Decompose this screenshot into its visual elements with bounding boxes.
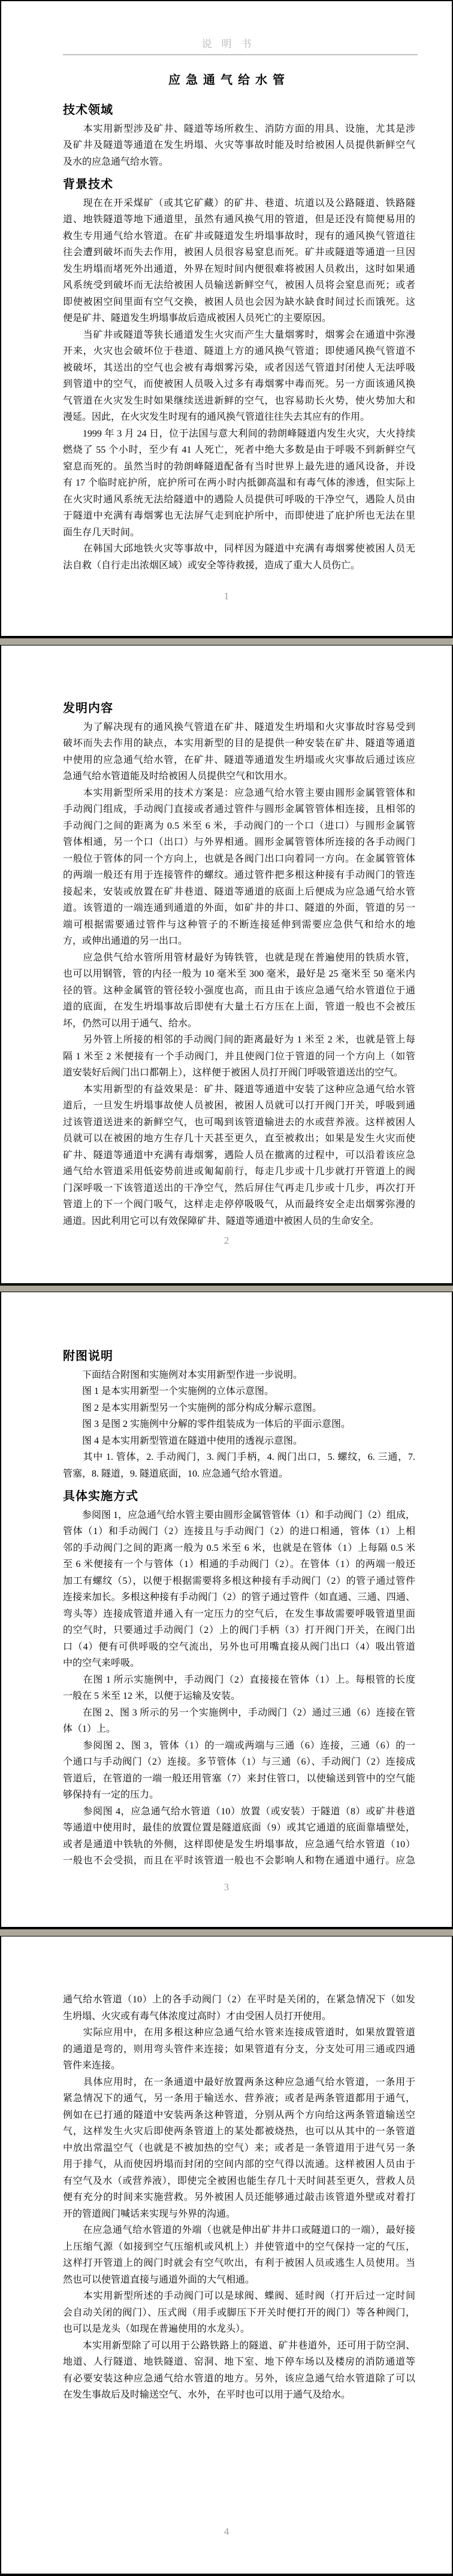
text-line: 漫延。因此，在火灾发生时现有的通风换气管道往往失去其应有的作用。 [63, 412, 370, 422]
text-line: 本实用新型的有益效果是：矿井、隧道等通道中安装了这种应急通气给水管 [63, 1084, 415, 1095]
text-line: 也可以用钢管，管的内径一般为 10 毫米至 300 毫米，最好是 25 毫米至 50 毫米内 [63, 969, 415, 979]
text-line: 中的空气来呼吸。 [63, 1658, 140, 1668]
text-line: 即使被困空间里面有空气交换，被困人员也会因为缺水缺食时间过长而饿死。这 [63, 296, 415, 307]
text-line: 过该管道送进来的新鲜空气，也可喝到该管道输进去的水或营养液。这样被困人 [63, 1117, 415, 1128]
text-line: 一般在 5 米至 12 米，以便于运输及安装。 [63, 1691, 241, 1701]
page-4-content [1, 1936, 452, 2404]
text-line: 然也可以使管道直接与通道外面的大气相通。 [63, 2274, 255, 2285]
text-line: 在火灾时通风系统无法给隧道中的遇险人员提供可呼吸的干净空气，遇险人员由 [63, 494, 415, 505]
text-line: 及矿井及隧道等通道在发生坍塌、火灾等事故时能及时给被困人员提供新鲜空气 [63, 140, 415, 150]
text-line: 等通道中使用时，最佳的放置位置是隧道底面（9）或其它通道的底面靠墙壁处， [63, 1823, 415, 1833]
page-1 [0, 0, 453, 638]
text-line: 这样打开管道上的阀门时就会有空气吹出，有利于被困人员或逃生人员使用。当 [63, 2258, 415, 2268]
page-2 [0, 645, 453, 1286]
text-line: 道、地铁隧道等地下通道里，虽然有通风换气用的管道，但是还没有简便易用的 [63, 214, 415, 225]
text-line: 矿井、隧道等通道中充满有毒烟雾，遇险人员在撤离的过程中，可以沿着该应急 [63, 1150, 415, 1160]
text-line: 至 6 米便接有一个与管体（1）相通的手动阀门（2）。在管体（1）的两端一般还 [63, 1559, 415, 1569]
text-line: 也可以是龙头（如现在普遍使用的水龙头）。 [63, 2324, 250, 2334]
text-line: 体（1）上。 [63, 1724, 116, 1734]
text-line: 连接来加长。多根这种接有手动阀门（2）的管子通过管件（如直通、三通、四通、 [63, 1592, 415, 1602]
text-line: 参阅图 4，应急通气给水管道（10）放置（或安装）于隧道（8）或矿井巷道 [63, 1806, 415, 1817]
text-line: 有必要安装这种应急通气给水管道的地方。另外，该应急通气给水管道除了可以 [63, 2373, 415, 2384]
text-line: 道的底面，在发生坍塌事故后即使有大量土石方压在上面，管道一般也不会被压 [63, 1002, 415, 1012]
text-line: 于隧道中充满有毒烟雾也无法屏气走到庇护所中，而即使进了庇护所也无法在里 [63, 511, 415, 521]
text-line: 发生坍塌而堵死外出通道，外界在短时间内便很难将被困人员救出，这时如果通 [63, 263, 415, 274]
text-line: 的通道是弯的，则用弯头管件来连接；如果管道有分支，分支处可用三通或四通 [63, 2044, 415, 2054]
text-line: 当矿井或隧道等狭长通道发生火灾而产生大量烟雾时，烟雾会在通道中弥漫 [63, 329, 415, 340]
text-line: 管体相通，另一个口（出口）与外界相通。圆形金属管管体所连接的各手动阀门 [63, 837, 415, 847]
text-line: 燃烧了 55 个小时，至少有 41 人死亡，死者中绝大多数是由于呼吸不到新鲜空气 [63, 445, 415, 455]
text-line: 个通口与手动阀门（2）连接。多节管体（1）与三通（6）、手动阀门（2）连接成 [63, 1757, 415, 1767]
section-heading: 背景技术 [63, 178, 113, 191]
page-number: 2 [224, 1235, 229, 1246]
text-line: 另外管上所接的相邻的手动阀门间的距离最好为 1 米至 2 米，也就是管上每 [63, 1035, 415, 1045]
text-line: 紧急情况下的通气，另一条用于输送水、营养液；或者是两条管道都用于通气， [63, 2093, 415, 2104]
text-line: 图 2 是本实用新型另一个实施例的部分构成分解示意图。 [63, 1402, 322, 1413]
text-line: 道安装好后阀门出口都朝上），这样便于被困人员打开阀门呼吸管道送出的空气。 [63, 1068, 404, 1078]
text-line: 破坏而失去作用的缺点，本实用新型的目的是提供一种安装在矿井、隧道等通道 [63, 738, 415, 748]
text-line: 本实用新型所采用的技术方案是：应急通气给水管主要由圆形金属管管体和 [63, 787, 415, 798]
text-line: 在韩国大邱地铁火灾等事故中，同样因为隧道中充满有毒烟雾使被困人员无 [63, 544, 415, 554]
text-line: 救生专用通气给水管道。在矿井或隧道发生坍塌事故时，现有的通风换气管道往 [63, 231, 415, 241]
text-line: 下面结合附图和实施例对本实用新型作进一步说明。 [63, 1369, 303, 1380]
text-line: 风系统受到破坏而无法给被困人员输送新鲜空气，被困人员将会窒息而死；或者 [63, 280, 415, 290]
page-4 [0, 1936, 453, 2576]
page-2-content [1, 645, 452, 1229]
text-line: 的空气时，只要通过手动阀门（2）上的阀门手柄（3）打开阀门开关，在阀门出 [63, 1625, 415, 1635]
text-line: 现在在开采煤矿（或其它矿藏）的矿井、巷道、坑道以及公路隧道、铁路隧 [63, 198, 415, 208]
text-line: 便有充分的时间来实施营救。另外被困人员还能够通过敲击该管道外壁或对着打 [63, 2192, 415, 2202]
section-heading: 技术领域 [63, 104, 113, 117]
text-line: 道后，一旦发生坍塌事故使人员被困，被困人员就可以打开阀门开关，呼吸到通 [63, 1101, 415, 1111]
text-line: 管体（1）和手动阀门（2）连接且与手动阀门（2）的进口相通，管体（1）上相 [63, 1526, 415, 1536]
header-rule [63, 54, 418, 55]
section-heading: 发明内容 [63, 702, 113, 715]
text-line: 气，这样发生火灾后即使两条管道上的某处都被烧热，也可以从其中的一条管道 [63, 2126, 415, 2136]
text-line: 图 4 是本实用新型管道在隧道中使用的透视示意图。 [63, 1435, 303, 1446]
text-line: 中使用的应急通气给水管，在矿井、隧道等通道发生坍塌或火灾事故后通过该应 [63, 754, 415, 765]
text-line: 中放出常温空气（也就是不被加热的空气）来；或者是一条管道用于进气另一条 [63, 2142, 415, 2153]
section-heading: 具体实施方式 [63, 1490, 138, 1503]
text-line: 急通气给水管道能及时给被困人员提供空气和饮用水。 [63, 771, 294, 781]
text-line: 通道。因此利用它可以有效保障矿井、隧道等通道中被困人员的生命安全。 [63, 1216, 380, 1226]
text-line: 例如在已打通的隧道中安装两条这种管道，分别从两个方向给这两条管道输送空 [63, 2110, 415, 2120]
text-line: 及水的应急通气给水管。 [63, 156, 169, 167]
text-line: 法自救（自行走出浓烟区域）或安全等待救援，造成了重大人员伤亡。 [63, 560, 361, 571]
text-line: 门深呼吸一下该管道送出的干净空气，然后屏住气再走几步或十几步，再次打开 [63, 1183, 415, 1193]
text-line: 接起来，安装或放置在矿井巷道、隧道等通道的底面上后便成为应急通气给水管 [63, 886, 415, 897]
text-line: 往会遭到破坏而失去作用，被困人员很容易窒息而死。矿井或隧道等通道一旦因 [63, 247, 415, 257]
page-number: 1 [224, 590, 229, 602]
text-line: 本实用新型涉及矿井、隧道等场所救生、消防方面的用具、设施，尤其是涉 [63, 123, 415, 134]
section-heading: 附图说明 [63, 1350, 113, 1363]
text-line: 管道上的下一个阀门吸气，这样走走停停吸吸气，从而最终安全走出烟雾弥漫的 [63, 1199, 415, 1210]
text-line: 参阅图 2、图 3，管体（1）的一端或两端与三通（6）连接，三通（6）的一 [63, 1740, 415, 1751]
text-line: 端可根据需要通过管件与这种管子的不断连接延伸到需要应急供气和给水的地 [63, 919, 415, 930]
text-line: 实际应用中，在用多根这种应急通气给水管来连接成管道时，如果放置管道 [63, 2028, 415, 2038]
text-line: 地道、人行隧道、地铁隧道、窑洞、地下室、地下停车场以及楼房的消防通道等 [63, 2357, 415, 2367]
text-line: 上压缩气源（如接到空气压缩机或风机上）并使管道中的空气保持一定的气压， [63, 2241, 415, 2252]
text-line: 管道后，在管道的一端一般还用管塞（7）来封住管口，以使输送到管中的空气能 [63, 1773, 415, 1784]
text-line: 方，或伸出通道的另一出口。 [63, 936, 188, 946]
text-line: 生坍塌、火灾或有毒气体浓度过高时）才由受困人员打开使用。 [63, 2011, 332, 2022]
text-line: 用于排气，从而使因坍塌而封闭的空间内部的空气得以流通。这样被困人员由于 [63, 2159, 415, 2169]
text-line: 加工有螺纹（5），以便于根据需要将多根这种接有手动阀门（2）的管子通过管件 [63, 1575, 415, 1586]
text-line: 在发生事故后及时输送空气、水外，在平时也可以用于通气及给水。 [63, 2390, 351, 2400]
text-line: 开的管道阀门喊话来实现与外界的沟通。 [63, 2208, 236, 2219]
text-line: 通气给水管道（10）上的各手动阀门（2）在平时是关闭的，在紧急情况下（如发 [63, 1995, 415, 2005]
text-line: 径的管。这种金属管的管径较小强度也高，而且由于该应急通气给水管道位于通 [63, 985, 415, 996]
text-line: 到管道中的空气，而使被困人员吸入过多有毒烟雾中毒而死。另一方面该通风换 [63, 379, 415, 389]
text-line: 够保持有一定的压力。 [63, 1790, 159, 1800]
page-number: 4 [224, 2526, 229, 2537]
text-line: 为了解决现有的通风换气管道在矿井、隧道发生坍塌和火灾事故时容易受到 [63, 722, 415, 732]
text-line: 有 17 个临时庇护所，庇护所可在两小时内抵御高温和有毒气体的渗透，但实际上 [63, 478, 415, 488]
page-3 [0, 1292, 453, 1929]
document-title: 应急通气给水管 [168, 74, 290, 87]
text-line: 或者是通道中铁轨的外侧，这样即使是发生坍塌事故，应急通气给水管道（10） [63, 1839, 415, 1850]
text-line: 管塞，8. 隧道，9. 隧道底面，10. 应急通气给水管道。 [63, 1468, 289, 1479]
text-line: 弯头等）连接成管道并通入有一定压力的空气后，在发生事故需要呼吸管道里面 [63, 1608, 415, 1619]
text-line: 其中 1. 管体，2. 手动阀门，3. 阀门手柄，4. 阀门出口，5. 螺纹，6. 三通，7. [63, 1452, 415, 1462]
text-line: 图 1 是本实用新型一个实施例的立体示意图。 [63, 1386, 274, 1396]
text-line: 员就可以在被困的地方生存几十天甚至更久，直至被救出；如果是发生火灾而使 [63, 1134, 415, 1144]
text-line: 邻的手动阀门之间的距离一般为 0.5 米至 6 米，也就是在管体（1）上每隔 0.5 米 [63, 1542, 415, 1553]
text-line: 在应急通气给水管道的外端（也就是伸出矿井井口或隧道口的一端），最好接 [63, 2225, 415, 2235]
text-line: 一般位于管体的同一个方向上，也就是各阀门出口向着同一方向。在金属管管体 [63, 853, 415, 864]
text-line: 一般也不会受损，而且在平时该管道一般也不会影响人和物在通道中通行。应急 [63, 1856, 415, 1866]
text-line: 具体应用时，在一条通道中最好放置两条这种应急通气给水管道，一条用于 [63, 2077, 415, 2087]
page-number: 3 [224, 1881, 229, 1893]
text-line: 图 3 是图 2 实施例中分解的零件组装成为一体后的平面示意图。 [63, 1419, 351, 1429]
text-line: 在图 2、图 3 所示的另一个实施例中，手动阀门（2）通过三通（6）连接在管 [63, 1707, 415, 1718]
text-line: 1999 年 3 月 24 日，位于法国与意大利间的勃朗峰隧道内发生火灾，大火持续 [63, 428, 415, 439]
text-line: 应急供气给水管所用管材最好为铸铁管，也就是现在普遍使用的铁质水管， [63, 952, 415, 963]
text-line: 开来，火灾也会破坏位于巷道、隧道上方的通风换气管道；即使通风换气管道不 [63, 346, 415, 356]
text-line: 参阅图 1，应急通气给水管主要由圆形金属管管体（1）和手动阀门（2）组成， [63, 1510, 415, 1520]
text-line: 在图 1 所示实施例中，手动阀门（2）直接接在管体（1）上。每根管的长度 [63, 1674, 415, 1685]
text-line: 有空气及水（或营养液），即使完全被困也能生存几十天时间甚至更久，营救人员 [63, 2175, 415, 2186]
text-line: 便是矿井、隧道发生坍塌事故后造成被困人员死亡的主要原因。 [63, 313, 332, 323]
text-line: 被破坏，其送出的空气也会被有毒烟雾污染，或者因送气管道封闭使人无法呼吸 [63, 362, 415, 373]
text-line: 面生存几天时间。 [63, 527, 140, 538]
text-line: 隔 1 米至 2 米便接有一个手动阀门，并且使阀门位于管道的同一个方向上（如管 [63, 1051, 415, 1062]
text-line: 通气给水管道采用低姿势前进或匍匐前行，每走几步或十几步就打开管道上的阀 [63, 1166, 415, 1177]
text-line: 本实用新型所述的手动阀门可以是球阀、蝶阀、延时阀（打开后过一定时间 [63, 2291, 415, 2301]
page-3-content [1, 1292, 452, 1869]
text-line: 会自动关闭的阀门）、压式阀（用手或脚压下开关时便打开的阀门）等各种阀门， [63, 2307, 415, 2318]
text-line: 的两端一般还有用于连接管件的螺纹。通过管件把多根这种接有手动阀门的管连 [63, 870, 415, 880]
page-1-content [1, 102, 452, 574]
text-line: 口（4）便有可供呼吸的空气流出，另外也可用嘴直接从阀门出口（4）吸出管道 [63, 1641, 415, 1652]
text-line: 手动阀门之间的距离为 0.5 米至 6 米，手动阀门的一个口（进口）与圆形金属管 [63, 820, 415, 831]
text-line: 本实用新型除了可以用于公路铁路上的隧道、矿井巷道外，还可用于防空洞、 [63, 2340, 415, 2351]
text-line: 道。该管道的一端连通到通道的外面，如矿井的井口、隧道的外面，管道的另一 [63, 903, 415, 913]
text-line: 管件来连接。 [63, 2060, 121, 2071]
document-header: 说明书 [201, 38, 261, 50]
text-line: 窒息而死的。虽然当时的勃朗峰隧道配备有当时世界上最先进的通风设备，并设 [63, 461, 415, 472]
text-line: 坏，仍然可以用于通气、给水。 [63, 1018, 198, 1029]
text-line: 气管道在火灾发生时如果继续送进新鲜的空气，也容易助长火势，使火势加大和 [63, 395, 415, 406]
text-line: 手动阀门组成，手动阀门直接或者通过管件与圆形金属管管体相连接，且相邻的 [63, 804, 415, 814]
